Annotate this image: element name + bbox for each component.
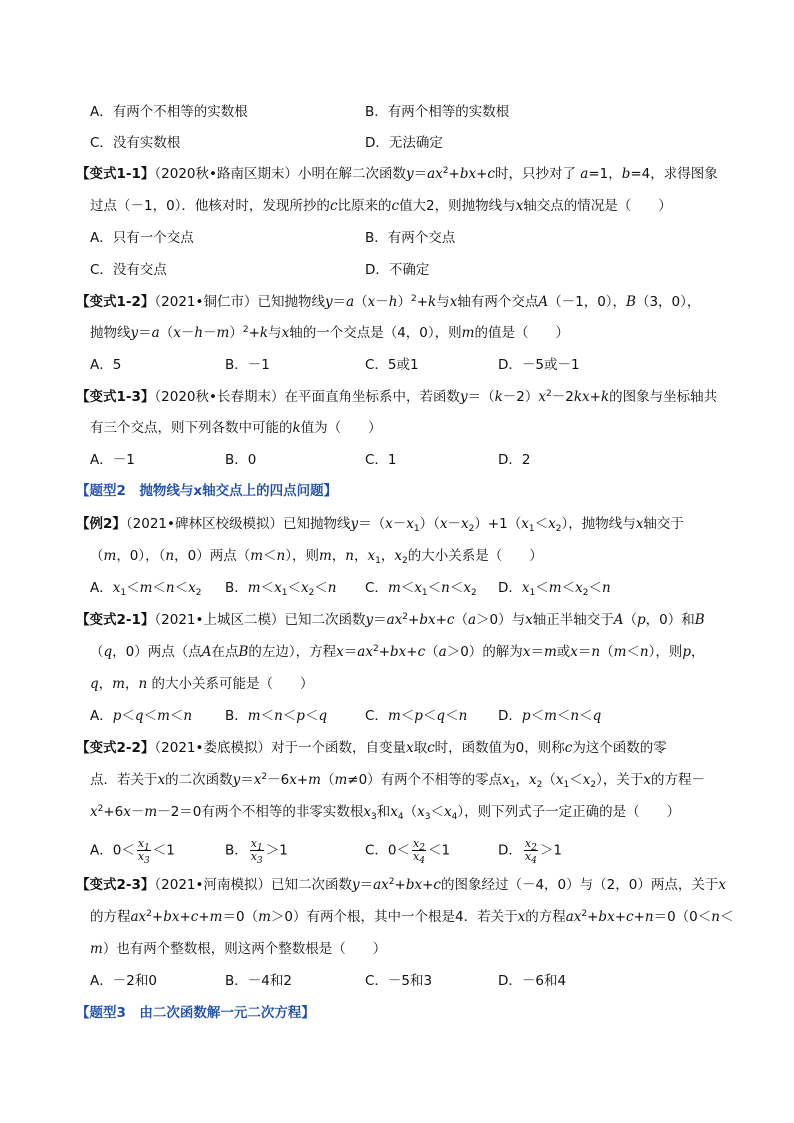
v12-option-b[interactable]: B．－1	[225, 357, 270, 373]
v12-text-5: （3，0），	[635, 294, 701, 310]
e2-option-c-label: C．	[365, 580, 388, 596]
v21-text-10: ，则	[655, 644, 683, 660]
v11-option-d[interactable]: D．不确定	[365, 262, 430, 278]
e2-option-a-label: A．	[90, 580, 113, 596]
v12-line1: 【变式1-2】（2021•铜仁市）已知抛物线$y=a(x-h)^2+k$与x轴有两个交点A（－1，0），B（3，0），	[76, 294, 701, 310]
v22-text-4: 为这个函数的零	[572, 740, 667, 756]
v12-option-c[interactable]: C．5或1	[365, 357, 419, 373]
e2-text-3: 轴交于	[643, 516, 684, 532]
v13-line1: 【变式1-3】（2020秋•长春期末）在平面直角坐标系中，若函数$y=(k-2)x^2-2kx+k$的图象与坐标轴共	[76, 389, 718, 405]
v11-option-a[interactable]: A．只有一个交点	[90, 230, 194, 246]
e2-option-b[interactable]: B．$m<x_1<x_2<n$	[225, 580, 337, 598]
v13-text-2: 的图象与坐标轴共	[609, 389, 718, 405]
section-heading-3: 【题型3 由二次函数解一元二次方程】	[76, 1005, 315, 1021]
v23-option-d[interactable]: D．－6和4	[498, 973, 567, 989]
v11-text-5: 过点（－1，0）．他核对时，发现所抄的	[90, 198, 330, 214]
e2-text-2: ，抛物线与	[568, 516, 636, 532]
v12-option-a[interactable]: A．5	[90, 357, 122, 373]
e2-text-4: 两点	[209, 548, 237, 564]
v13-option-c[interactable]: C．1	[365, 452, 397, 468]
v11-option-b[interactable]: B．有两个交点	[365, 230, 456, 246]
v12-option-d[interactable]: D．－5或－1	[498, 357, 580, 373]
v22-text-10: 有两个不相等的非零实数根	[201, 804, 364, 820]
v21-text-6: 在点	[211, 644, 239, 660]
v12-text-9: 的值是（ ）	[474, 325, 569, 341]
e2-option-d[interactable]: D．$x_1<m<x_2<n$	[498, 580, 611, 598]
v22-text-2: 取	[413, 740, 428, 756]
v21-line3: q，m，n 的大小关系可能是（ ）	[90, 676, 314, 692]
v11-line1: 【变式1-1】（2020秋•路南区期末）小明在解二次函数$y=ax^2+bx+c$时，只抄对了 a=1，b=4，求得图象	[76, 166, 718, 182]
v22-text-11: 和	[376, 804, 391, 820]
v22-line2: 点．若关于x的二次函数$y=x^2-6x+m(m\ne 0)$有两个不相等的零点$x_1$，$x_2(x_1<x_2)$，关于x的方程－	[90, 772, 705, 790]
v11-text-4: =4，求得图象	[630, 166, 718, 182]
v22-text-6: 的二次函数	[165, 772, 233, 788]
v22-text-9: 的方程－	[651, 772, 705, 788]
v12-text-3: 轴有两个交点	[457, 294, 539, 310]
v21-text-3: 轴正半轴交于	[532, 612, 614, 628]
v11-text-3: =1，	[588, 166, 622, 182]
v12-text-2: 与	[436, 294, 450, 310]
v21-option-d[interactable]: D．p＜m＜n＜q	[498, 708, 602, 724]
v21-option-a[interactable]: A．p＜q＜m＜n	[90, 708, 193, 724]
v22-line1: 【变式2-2】（2021•娄底模拟）对于一个函数，自变量x取c时，函数值为0，则称c为这个函数的零	[76, 740, 667, 756]
v22-option-c-label: C．0＜	[365, 842, 411, 859]
v23-text-6: 也有两个整数根，则这两个整数根是（ ）	[116, 941, 387, 957]
v23-line1: 【变式2-3】（2021•河南模拟）已知二次函数$y=ax^2+bx+c$的图象经过（－4，0）与（2，0）两点，关于x	[76, 877, 726, 893]
v23-line2: 的方程$ax^2+bx+c+m=0(m>0)$有两个根，其中一个根是4．若关于x的方程$ax^2+bx+c+n=0(0<n<$	[90, 909, 734, 925]
v21-text-1: （2021•上城区二模）已知二次函数	[154, 612, 366, 628]
v21-option-b[interactable]: B．m＜n＜p＜q	[225, 708, 328, 724]
v12-text-7: 与	[268, 325, 282, 341]
v22-option-c[interactable]: C．0＜ $\frac{x_2}{x_4}$ ＜1	[365, 837, 451, 866]
v11-text-1: （2020秋•路南区期末）小明在解二次函数	[154, 166, 406, 182]
v12-text-4: （－1，0），	[548, 294, 627, 310]
fraction: $\frac{x_2}{x_4}$	[524, 837, 537, 866]
e2-text-5: ，则	[291, 548, 319, 564]
e2-label: 【例2】	[76, 516, 126, 532]
v23-text-2: 的图象经过（－4，0）与（2，0）两点，关于	[440, 877, 719, 893]
v21-text-5: 两点（点	[147, 644, 202, 660]
e2-option-d-label: D．	[498, 580, 522, 596]
v11-text-8: 轴交点的情况是（ ）	[523, 198, 672, 214]
q1-option-d[interactable]: D．无法确定	[365, 135, 443, 151]
v22-option-a[interactable]: A．0＜ $\frac{x_1}{x_3}$ ＜1	[90, 837, 175, 866]
fraction: $\frac{x_1}{x_3}$	[250, 837, 263, 866]
v21-label: 【变式2-1】	[76, 612, 155, 628]
v13-option-d[interactable]: D．2	[498, 452, 531, 468]
e2-line1: 【例2】（2021•碑林区校级模拟）已知抛物线$y=(x-x_1)(x-x_2)+1(x_1<x_2)$，抛物线与x轴交于	[76, 516, 684, 534]
e2-option-c[interactable]: C．$m<x_1<n<x_2$	[365, 580, 477, 598]
v11-text-2: 时，只抄对了	[494, 166, 576, 182]
v13-option-b[interactable]: B．0	[225, 452, 257, 468]
v21-text-7: 的左边），方程	[248, 644, 337, 660]
v22-text-8: ，关于	[602, 772, 644, 788]
fraction: $\frac{x_2}{x_4}$	[413, 837, 425, 866]
v12-label: 【变式1-2】	[76, 294, 155, 310]
v13-text-1: （2020秋•长春期末）在平面直角坐标系中，若函数	[154, 389, 460, 405]
v23-label: 【变式2-3】	[76, 877, 155, 893]
v12-line2: 抛物线$y=a(x-h-m)^2+k$与x轴的一个交点是（4，0），则m的值是（ ）	[90, 325, 569, 341]
v23-option-c[interactable]: C．－5和3	[365, 973, 433, 989]
e2-text-6: 的大小关系是（ ）	[407, 548, 543, 564]
v21-line1: 【变式2-1】（2021•上城区二模）已知二次函数$y=ax^2+bx+c(a>0)$与x轴正半轴交于A（p，0）和B	[76, 612, 705, 628]
q1-option-b[interactable]: B．有两个相等的实数根	[365, 104, 510, 120]
v11-text-6: 比原来的	[337, 198, 392, 214]
v22-line3: $x^2+6x-m-2=0$有两个不相等的非零实数根$x_3$和$x_4(x_3<x_4)$，则下列式子一定正确的是（ ）	[90, 804, 681, 822]
v23-text-3: 的方程	[90, 909, 131, 925]
v22-text-5: 点．若关于	[90, 772, 158, 788]
v12-text-6: 抛物线	[90, 325, 131, 341]
v22-text-3: 时，函数值为0，则称	[434, 740, 565, 756]
v21-text-2: 与	[511, 612, 526, 628]
e2-option-a[interactable]: A．$x_1<m<n<x_2$	[90, 580, 202, 598]
v13-text-4: 值为（ ）	[300, 420, 382, 436]
v22-text-12: ，则下列式子一定正确的是（ ）	[464, 804, 681, 820]
v21-text-8: 的解为	[482, 644, 523, 660]
v22-option-b-label: B．	[225, 842, 248, 859]
e2-option-b-label: B．	[225, 580, 248, 596]
v13-text-3: 有三个交点，则下列各数中可能的	[90, 420, 293, 436]
v22-text-1: （2021•娄底模拟）对于一个函数，自变量	[154, 740, 406, 756]
v21-text-4: 和	[681, 612, 695, 628]
v23-option-b[interactable]: B．－4和2	[225, 973, 292, 989]
v13-option-a[interactable]: A．－1	[90, 452, 135, 468]
v22-option-d-label: D．	[498, 842, 522, 859]
v23-text-1: （2021•河南模拟）已知二次函数	[154, 877, 352, 893]
v23-line3: m）也有两个整数根，则这两个整数根是（ ）	[90, 941, 387, 957]
v13-label: 【变式1-3】	[76, 389, 155, 405]
v21-text-11: 的大小关系可能是（ ）	[151, 676, 314, 692]
v21-text-9: 或	[556, 644, 571, 660]
v13-line2: 有三个交点，则下列各数中可能的k值为（ ）	[90, 420, 382, 436]
v21-option-c[interactable]: C．m＜p＜q＜n	[365, 708, 468, 724]
v11-line2: 过点（－1，0）．他核对时，发现所抄的c比原来的c值大2，则抛物线与x轴交点的情况是（ ）	[90, 198, 672, 214]
v22-label: 【变式2-2】	[76, 740, 155, 756]
v11-label: 【变式1-1】	[76, 166, 155, 182]
v21-option-b-label: B．	[225, 708, 248, 724]
v21-option-d-label: D．	[498, 708, 522, 724]
v21-option-a-label: A．	[90, 708, 113, 724]
e2-line2: （m，0），（n，0）两点（m＜n），则m，n，$x_1$，$x_2$的大小关系是（ ）	[90, 548, 543, 566]
v21-option-c-label: C．	[365, 708, 388, 724]
v22-option-a-label: A．0＜	[90, 842, 135, 859]
v23-option-a[interactable]: A．－2和0	[90, 973, 157, 989]
section-heading-2: 【题型2 抛物线与x轴交点上的四点问题】	[76, 483, 338, 499]
v23-text-4: 有两个根，其中一个根是4．若关于	[306, 909, 518, 925]
v22-option-b[interactable]: B． $\frac{x_1}{x_3}$ ＞1	[225, 837, 288, 866]
q1-option-a[interactable]: A．有两个不相等的实数根	[90, 104, 248, 120]
fraction: $\frac{x_1}{x_3}$	[137, 837, 150, 866]
q1-option-c[interactable]: C．没有实数根	[90, 135, 181, 151]
v12-text-8: 轴的一个交点是（4，0），则	[289, 325, 462, 341]
v21-line2: （q，0）两点（点A在点B的左边），方程$x=ax^2+bx+c(a>0)$的解为x＝m或x＝n（m＜n），则p，	[90, 644, 705, 660]
v12-text-1: （2021•铜仁市）已知抛物线	[154, 294, 325, 310]
e2-text-1: （2021•碑林区校级模拟）已知抛物线	[125, 516, 351, 532]
v11-text-7: 值大2，则抛物线与	[399, 198, 516, 214]
v22-text-7: 有两个不相等的零点	[380, 772, 503, 788]
v22-option-d[interactable]: D． $\frac{x_2}{x_4}$ ＞1	[498, 837, 562, 866]
v23-text-5: 的方程	[525, 909, 566, 925]
v11-option-c[interactable]: C．没有交点	[90, 262, 167, 278]
